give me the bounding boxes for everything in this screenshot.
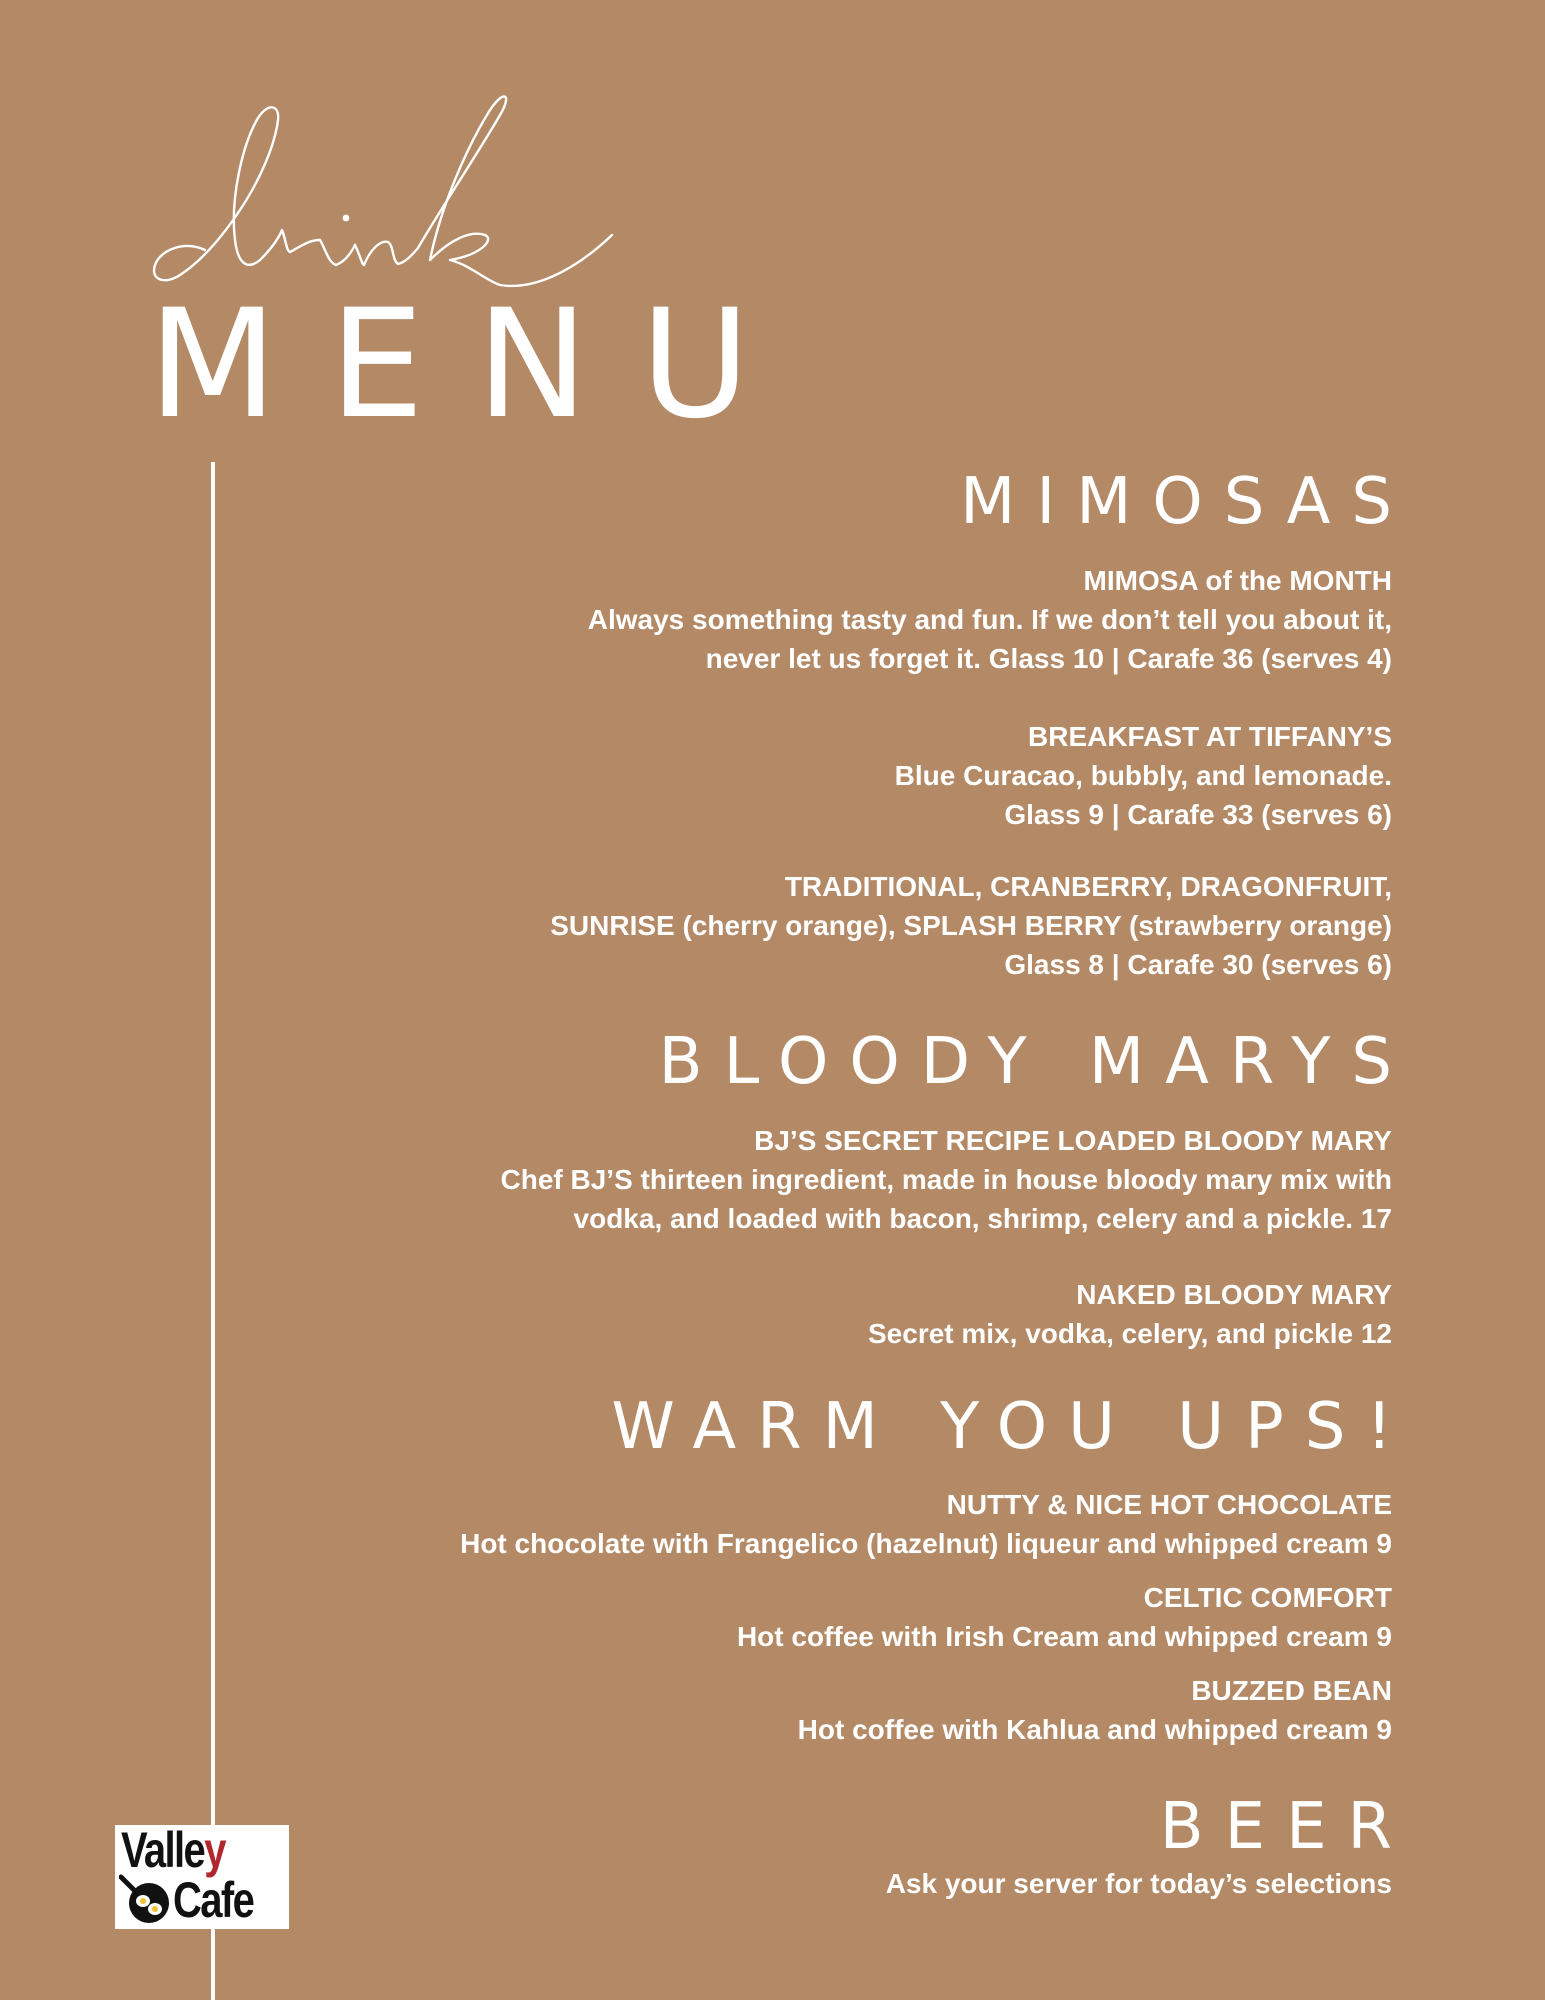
section-title-mimosas: MIMOSAS bbox=[960, 465, 1413, 539]
valley-cafe-logo bbox=[115, 1825, 289, 1929]
section-title-beer: BEER bbox=[1159, 1790, 1413, 1864]
menu-item bbox=[501, 1121, 1392, 1238]
menu-item bbox=[798, 1671, 1392, 1749]
item-name: NUTTY & NICE HOT CHOCOLATE bbox=[946, 1489, 1392, 1520]
section-title-warm-you-ups: WARM YOU UPS! bbox=[611, 1390, 1413, 1464]
beer-note: Ask your server for today’s selections bbox=[885, 1868, 1392, 1899]
vertical-divider bbox=[211, 462, 215, 2000]
section-title-bloody-marys: BLOODY MARYS bbox=[658, 1025, 1413, 1099]
item-description: vodka, and loaded with bacon, shrimp, celery and a pickle. 17 bbox=[573, 1203, 1392, 1234]
item-description: Secret mix, vodka, celery, and pickle 12 bbox=[868, 1318, 1392, 1349]
menu-item bbox=[588, 561, 1392, 678]
item-name: TRADITIONAL, CRANBERRY, DRAGONFRUIT, bbox=[784, 871, 1392, 902]
menu-item bbox=[895, 717, 1392, 834]
item-description: SUNRISE (cherry orange), SPLASH BERRY (strawberry orange) bbox=[550, 910, 1392, 941]
item-description: Hot chocolate with Frangelico (hazelnut) liqueur and whipped cream 9 bbox=[460, 1528, 1392, 1559]
logo-line-1: Valley bbox=[121, 1825, 225, 1878]
item-description: Glass 8 | Carafe 30 (serves 6) bbox=[1004, 949, 1392, 980]
item-name: BUZZED BEAN bbox=[1191, 1675, 1392, 1706]
item-description: Chef BJ’S thirteen ingredient, made in house bloody mary mix with bbox=[500, 1164, 1392, 1195]
item-name: MIMOSA of the MONTH bbox=[1083, 565, 1392, 596]
item-description: never let us forget it. Glass 10 | Carafe 36 (serves 4) bbox=[705, 643, 1392, 674]
item-name: BREAKFAST AT TIFFANY’S bbox=[1028, 721, 1392, 752]
menu-item bbox=[460, 1485, 1392, 1563]
menu-item bbox=[737, 1578, 1392, 1656]
item-description: Blue Curacao, bubbly, and lemonade. bbox=[894, 760, 1392, 791]
item-name: NAKED BLOODY MARY bbox=[1076, 1279, 1392, 1310]
item-description: Hot coffee with Kahlua and whipped cream 9 bbox=[797, 1714, 1392, 1745]
item-description: Hot coffee with Irish Cream and whipped cream 9 bbox=[736, 1621, 1392, 1652]
menu-item bbox=[550, 867, 1392, 984]
item-name: CELTIC COMFORT bbox=[1143, 1582, 1392, 1613]
menu-title: MENU bbox=[148, 278, 803, 452]
item-name: BJ’S SECRET RECIPE LOADED BLOODY MARY bbox=[754, 1125, 1392, 1156]
frying-pan-eggs-icon bbox=[119, 1873, 171, 1925]
menu-item bbox=[868, 1275, 1392, 1353]
item-description: Glass 9 | Carafe 33 (serves 6) bbox=[1004, 799, 1392, 830]
drink-script-heading bbox=[150, 90, 630, 310]
item-description: Always something tasty and fun. If we don’t tell you about it, bbox=[587, 604, 1392, 635]
logo-line-2: Cafe bbox=[173, 1872, 254, 1928]
